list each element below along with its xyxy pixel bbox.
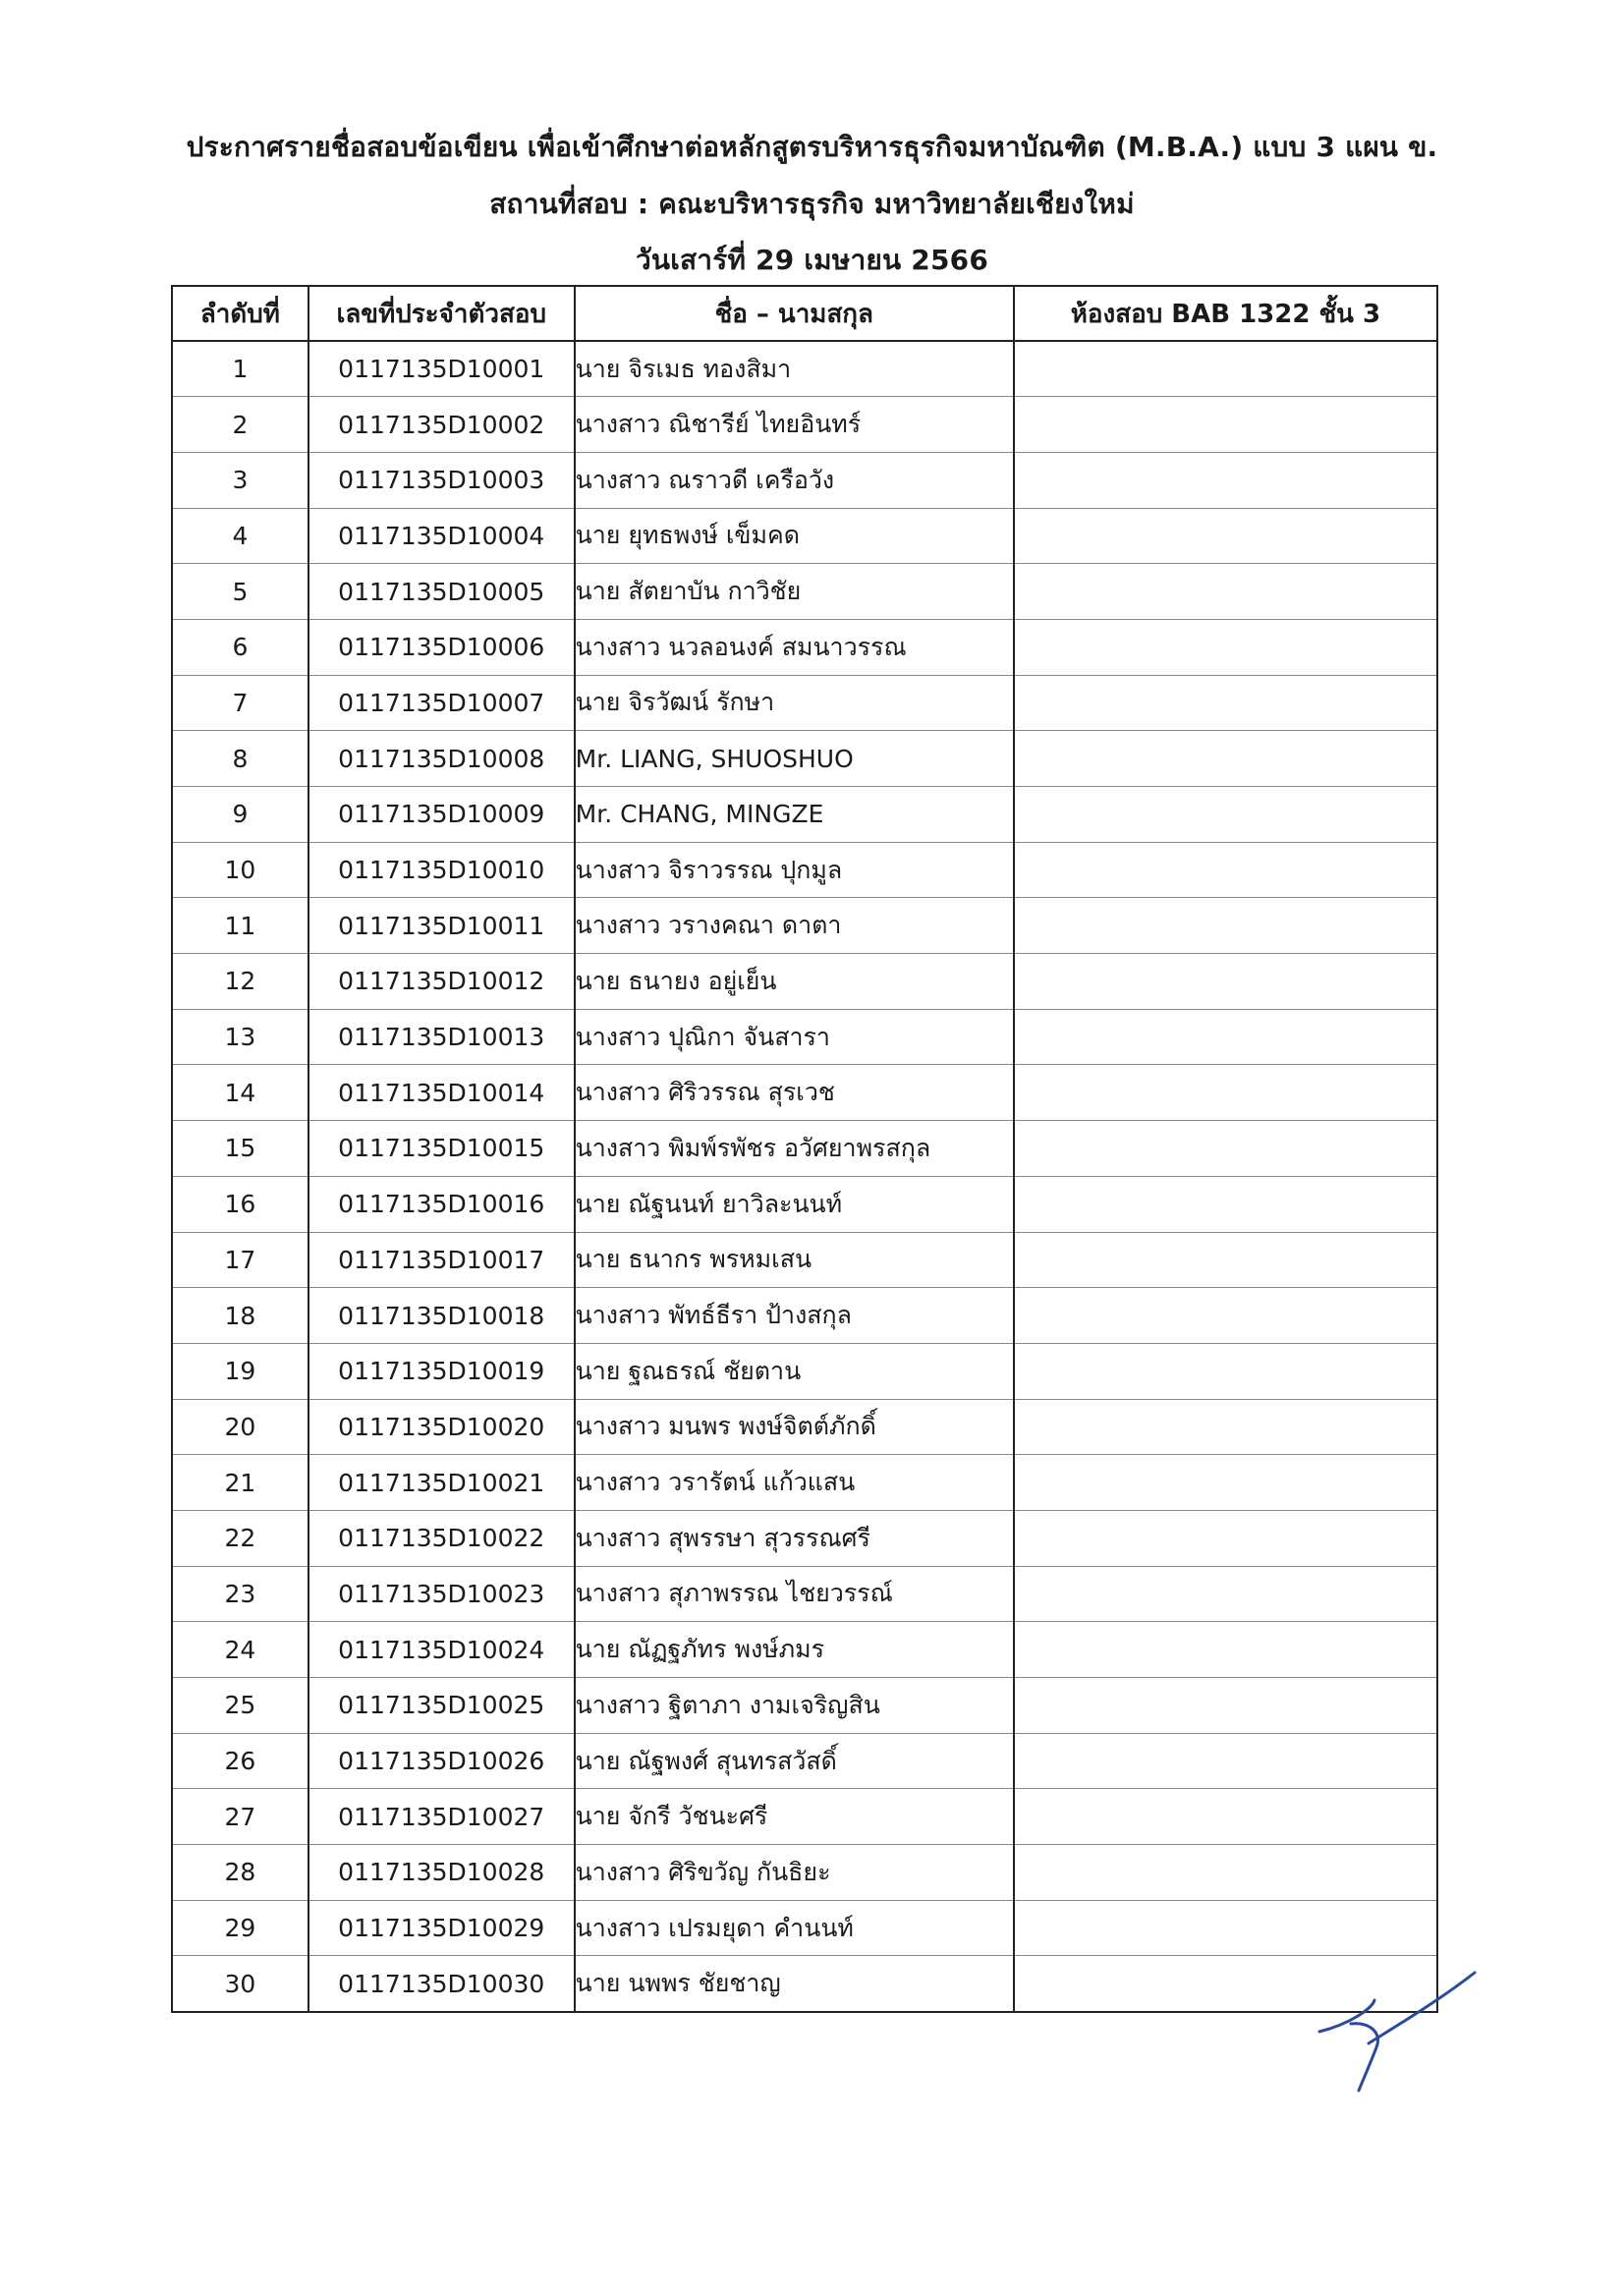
cell-name: นางสาว ปุณิกา จันสารา — [575, 1009, 1014, 1065]
cell-name: นางสาว จิราวรรณ ปุกมูล — [575, 842, 1014, 898]
cell-room — [1014, 1622, 1437, 1678]
column-header-number: ลำดับที่ — [172, 286, 308, 341]
cell-number: 3 — [172, 452, 308, 508]
table-row — [172, 954, 1437, 1010]
table-row — [172, 1399, 1437, 1455]
table-row — [172, 1065, 1437, 1121]
cell-name: นางสาว ณิชารีย์ ไทยอินทร์ — [575, 397, 1014, 453]
cell-name: Mr. LIANG, SHUOSHUO — [575, 731, 1014, 787]
cell-room — [1014, 1845, 1437, 1901]
cell-number: 29 — [172, 1900, 308, 1956]
column-header-name: ชื่อ – นามสกุล — [575, 286, 1014, 341]
cell-number: 11 — [172, 898, 308, 954]
cell-name: นางสาว ฐิตาภา งามเจริญสิน — [575, 1678, 1014, 1734]
cell-room — [1014, 1678, 1437, 1734]
cell-room — [1014, 1343, 1437, 1399]
table-row — [172, 842, 1437, 898]
table-row — [172, 898, 1437, 954]
cell-room — [1014, 1455, 1437, 1511]
cell-name: นาย จิรวัฒน์ รักษา — [575, 675, 1014, 731]
table-header-row — [172, 286, 1437, 341]
cell-name: นางสาว ศิริวรรณ สุรเวช — [575, 1065, 1014, 1121]
table-row — [172, 1121, 1437, 1177]
cell-name: นางสาว ศิริขวัญ กันธิยะ — [575, 1845, 1014, 1901]
cell-name: นางสาว ณราวดี เครือวัง — [575, 452, 1014, 508]
table-row — [172, 619, 1437, 675]
cell-exam-id: 0117135D10019 — [308, 1343, 575, 1399]
candidate-table — [171, 285, 1438, 2013]
column-header-room: ห้องสอบ BAB 1322 ชั้น 3 — [1014, 286, 1437, 341]
cell-number: 26 — [172, 1733, 308, 1789]
cell-name: นางสาว นวลอนงค์ สมนาวรรณ — [575, 619, 1014, 675]
cell-exam-id: 0117135D10018 — [308, 1288, 575, 1344]
cell-exam-id: 0117135D10022 — [308, 1510, 575, 1566]
cell-name: นางสาว วรางคณา ดาตา — [575, 898, 1014, 954]
cell-room — [1014, 397, 1437, 453]
cell-exam-id: 0117135D10002 — [308, 397, 575, 453]
table-row — [172, 675, 1437, 731]
cell-number: 24 — [172, 1622, 308, 1678]
table-row — [172, 1176, 1437, 1232]
table-row — [172, 341, 1437, 397]
table-row — [172, 1900, 1437, 1956]
cell-exam-id: 0117135D10010 — [308, 842, 575, 898]
cell-room — [1014, 1789, 1437, 1845]
cell-exam-id: 0117135D10003 — [308, 452, 575, 508]
cell-exam-id: 0117135D10023 — [308, 1566, 575, 1622]
cell-room — [1014, 341, 1437, 397]
cell-room — [1014, 1176, 1437, 1232]
cell-room — [1014, 675, 1437, 731]
cell-name: นาย ณัฐนนท์ ยาวิละนนท์ — [575, 1176, 1014, 1232]
cell-exam-id: 0117135D10012 — [308, 954, 575, 1010]
cell-name: นาย ณัฏฐภัทร พงษ์ภมร — [575, 1622, 1014, 1678]
cell-number: 13 — [172, 1009, 308, 1065]
cell-exam-id: 0117135D10014 — [308, 1065, 575, 1121]
cell-exam-id: 0117135D10001 — [308, 341, 575, 397]
cell-exam-id: 0117135D10013 — [308, 1009, 575, 1065]
cell-name: นางสาว สุภาพรรณ ไชยวรรณ์ — [575, 1566, 1014, 1622]
cell-number: 1 — [172, 341, 308, 397]
cell-number: 10 — [172, 842, 308, 898]
cell-number: 27 — [172, 1789, 308, 1845]
cell-name: นางสาว เปรมยุดา คำนนท์ — [575, 1900, 1014, 1956]
cell-number: 14 — [172, 1065, 308, 1121]
cell-exam-id: 0117135D10021 — [308, 1455, 575, 1511]
cell-name: นาย ยุทธพงษ์ เข็มคด — [575, 508, 1014, 564]
cell-number: 4 — [172, 508, 308, 564]
cell-exam-id: 0117135D10025 — [308, 1678, 575, 1734]
cell-name: นาย นพพร ชัยชาญ — [575, 1956, 1014, 2012]
cell-number: 28 — [172, 1845, 308, 1901]
cell-number: 2 — [172, 397, 308, 453]
cell-exam-id: 0117135D10030 — [308, 1956, 575, 2012]
cell-number: 19 — [172, 1343, 308, 1399]
table-row — [172, 1622, 1437, 1678]
cell-exam-id: 0117135D10017 — [308, 1232, 575, 1288]
cell-number: 5 — [172, 564, 308, 620]
cell-exam-id: 0117135D10011 — [308, 898, 575, 954]
table-row — [172, 1678, 1437, 1734]
cell-room — [1014, 1121, 1437, 1177]
cell-exam-id: 0117135D10015 — [308, 1121, 575, 1177]
cell-room — [1014, 564, 1437, 620]
cell-number: 8 — [172, 731, 308, 787]
table-body — [172, 341, 1437, 2012]
cell-name: นาย ณัฐพงศ์ สุนทรสวัสดิ์ — [575, 1733, 1014, 1789]
table-row — [172, 1956, 1437, 2012]
cell-exam-id: 0117135D10029 — [308, 1900, 575, 1956]
cell-number: 25 — [172, 1678, 308, 1734]
cell-number: 9 — [172, 787, 308, 843]
column-header-exam-id: เลขที่ประจำตัวสอบ — [308, 286, 575, 341]
table-row — [172, 1789, 1437, 1845]
cell-room — [1014, 1566, 1437, 1622]
table-row — [172, 452, 1437, 508]
cell-number: 20 — [172, 1399, 308, 1455]
table-row — [172, 731, 1437, 787]
table-row — [172, 1845, 1437, 1901]
cell-name: นาย ธนากร พรหมเสน — [575, 1232, 1014, 1288]
table-row — [172, 1455, 1437, 1511]
cell-number: 12 — [172, 954, 308, 1010]
cell-name: นางสาว พิมพ์รพัชร อวัศยาพรสกุล — [575, 1121, 1014, 1177]
table-row — [172, 1566, 1437, 1622]
cell-number: 18 — [172, 1288, 308, 1344]
cell-name: นางสาว สุพรรษา สุวรรณศรี — [575, 1510, 1014, 1566]
table-row — [172, 1232, 1437, 1288]
exam-location: สถานที่สอบ : คณะบริหารธุรกิจ มหาวิทยาลัยเชียงใหม่ — [489, 188, 1135, 220]
cell-room — [1014, 731, 1437, 787]
cell-number: 7 — [172, 675, 308, 731]
cell-room — [1014, 619, 1437, 675]
cell-room — [1014, 1510, 1437, 1566]
cell-exam-id: 0117135D10026 — [308, 1733, 575, 1789]
cell-exam-id: 0117135D10016 — [308, 1176, 575, 1232]
cell-name: นาย สัตยาบัน กาวิชัย — [575, 564, 1014, 620]
cell-exam-id: 0117135D10028 — [308, 1845, 575, 1901]
cell-name: นาย จักรี วัชนะศรี — [575, 1789, 1014, 1845]
cell-room — [1014, 954, 1437, 1010]
cell-room — [1014, 452, 1437, 508]
table-row — [172, 1288, 1437, 1344]
cell-number: 15 — [172, 1121, 308, 1177]
cell-room — [1014, 898, 1437, 954]
cell-room — [1014, 508, 1437, 564]
cell-name: นาย ธนายง อยู่เย็น — [575, 954, 1014, 1010]
table-row — [172, 787, 1437, 843]
cell-name: นางสาว พัทธ์ธีรา ป้างสกุล — [575, 1288, 1014, 1344]
cell-exam-id: 0117135D10004 — [308, 508, 575, 564]
cell-room — [1014, 842, 1437, 898]
cell-name: นางสาว วรารัตน์ แก้วแสน — [575, 1455, 1014, 1511]
cell-name: นาย ฐณธรณ์ ชัยตาน — [575, 1343, 1014, 1399]
table-row — [172, 1733, 1437, 1789]
table-row — [172, 1009, 1437, 1065]
cell-room — [1014, 1232, 1437, 1288]
table-row — [172, 397, 1437, 453]
cell-number: 21 — [172, 1455, 308, 1511]
exam-date: วันเสาร์ที่ 29 เมษายน 2566 — [635, 244, 989, 276]
cell-name: Mr. CHANG, MINGZE — [575, 787, 1014, 843]
cell-room — [1014, 787, 1437, 843]
announcement-title: ประกาศรายชื่อสอบข้อเขียน เพื่อเข้าศึกษาต่อหลักสูตรบริหารธุรกิจมหาบัณฑิต (M.B.A.) แบบ 3 แผน ข. — [186, 131, 1438, 163]
cell-name: นางสาว มนพร พงษ์จิตต์ภักดิ์ — [575, 1399, 1014, 1455]
cell-exam-id: 0117135D10006 — [308, 619, 575, 675]
cell-number: 22 — [172, 1510, 308, 1566]
cell-number: 17 — [172, 1232, 308, 1288]
cell-number: 23 — [172, 1566, 308, 1622]
cell-exam-id: 0117135D10020 — [308, 1399, 575, 1455]
cell-room — [1014, 1399, 1437, 1455]
cell-exam-id: 0117135D10005 — [308, 564, 575, 620]
cell-number: 6 — [172, 619, 308, 675]
cell-room — [1014, 1009, 1437, 1065]
table-row — [172, 508, 1437, 564]
cell-name: นาย จิรเมธ ทองสิมา — [575, 341, 1014, 397]
table-row — [172, 1510, 1437, 1566]
cell-number: 30 — [172, 1956, 308, 2012]
table-row — [172, 1343, 1437, 1399]
cell-room — [1014, 1733, 1437, 1789]
cell-room — [1014, 1900, 1437, 1956]
cell-exam-id: 0117135D10027 — [308, 1789, 575, 1845]
cell-exam-id: 0117135D10009 — [308, 787, 575, 843]
cell-number: 16 — [172, 1176, 308, 1232]
handwritten-signature — [1312, 1965, 1479, 2112]
cell-exam-id: 0117135D10024 — [308, 1622, 575, 1678]
cell-exam-id: 0117135D10007 — [308, 675, 575, 731]
cell-room — [1014, 1288, 1437, 1344]
cell-room — [1014, 1065, 1437, 1121]
cell-exam-id: 0117135D10008 — [308, 731, 575, 787]
table-row — [172, 564, 1437, 620]
